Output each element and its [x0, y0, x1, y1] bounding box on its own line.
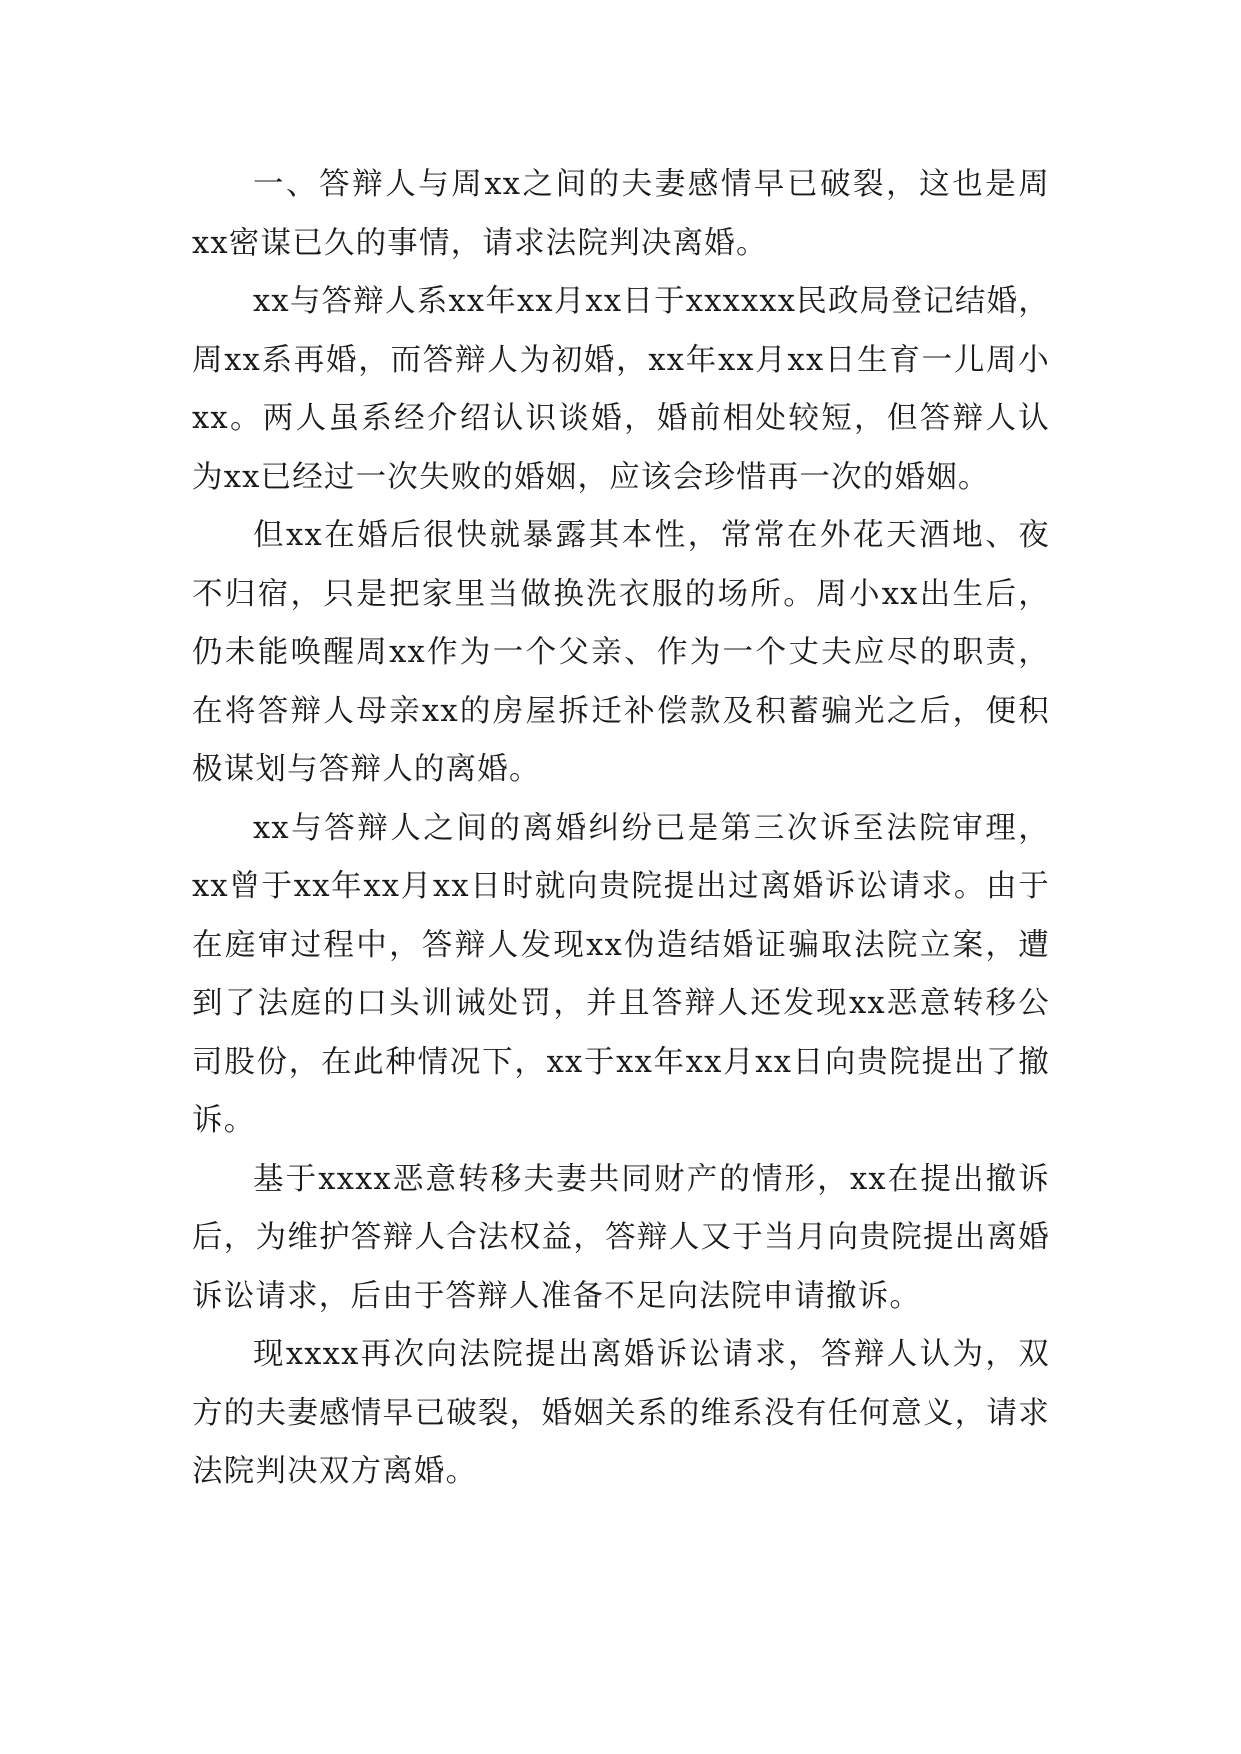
paragraph-1: 一、答辩人与周xx之间的夫妻感情早已破裂，这也是周xx密谋已久的事情，请求法院判决离婚。: [192, 167, 1050, 261]
paragraph-4: xx与答辩人之间的离婚纠纷已是第三次诉至法院审理，xx曾于xx年xx月xx日时就向贵院提出过离婚诉讼请求。由于在庭审过程中，答辩人发现xx伪造结婚证骗取法院立案，遭到了法庭的口头训诫处罚，并且答辩人还发现xx恶意转移公司股份，在此种情况下，xx于xx年xx月xx日向贵院提出了撤诉。: [192, 810, 1050, 1138]
paragraph-5: 基于xxxx恶意转移夫妻共同财产的情形，xx在提出撤诉后，为维护答辩人合法权益，答辩人又于当月向贵院提出离婚诉讼请求，后由于答辩人准备不足向法院申请撤诉。: [192, 1161, 1050, 1314]
paragraph-2: xx与答辩人系xx年xx月xx日于xxxxxx民政局登记结婚，周xx系再婚，而答辩人为初婚，xx年xx月xx日生育一儿周小xx。两人虽系经介绍认识谈婚，婚前相处较短，但答辩人认为xx已经过一次失败的婚姻，应该会珍惜再一次的婚姻。: [192, 284, 1050, 495]
document-body: [192, 156, 1050, 1502]
paragraph-6: 现xxxx再次向法院提出离婚诉讼请求，答辩人认为，双方的夫妻感情早已破裂，婚姻关系的维系没有任何意义，请求法院判决双方离婚。: [192, 1337, 1050, 1489]
paragraph-3: 但xx在婚后很快就暴露其本性，常常在外花天酒地、夜不归宿，只是把家里当做换洗衣服的场所。周小xx出生后，仍未能唤醒周xx作为一个父亲、作为一个丈夫应尽的职责，在将答辩人母亲xx的房屋拆迁补偿款及积蓄骗光之后，便积极谋划与答辩人的离婚。: [192, 518, 1050, 787]
